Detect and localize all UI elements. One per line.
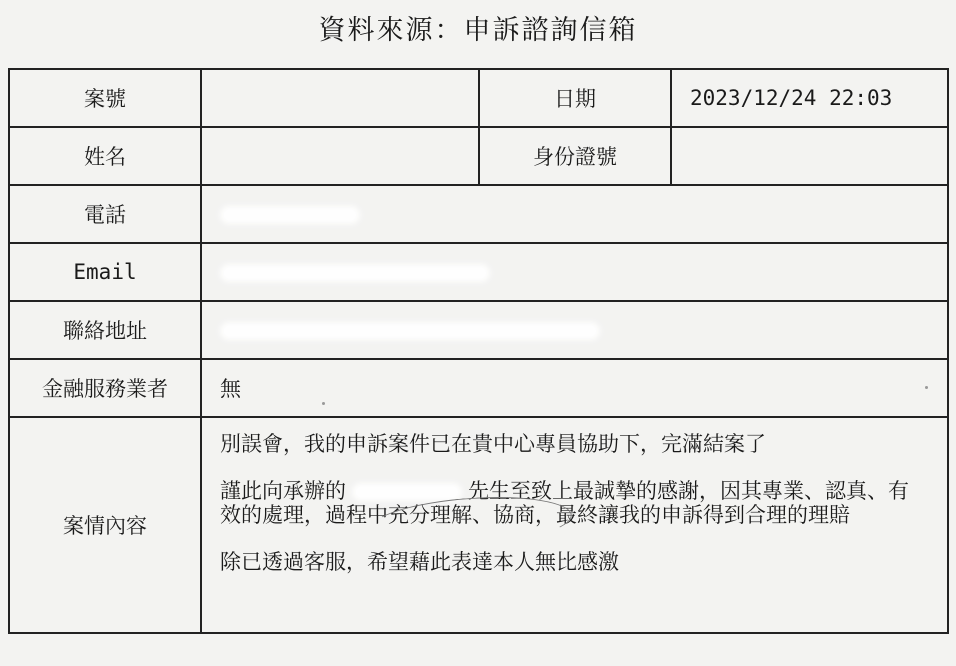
case-no-value bbox=[201, 69, 479, 127]
address-label: 聯絡地址 bbox=[9, 301, 201, 359]
email-value-redacted bbox=[201, 243, 948, 301]
name-value bbox=[201, 127, 479, 185]
institution-label: 金融服務業者 bbox=[9, 359, 201, 417]
phone-value-redacted bbox=[201, 185, 948, 243]
content-paragraph-3: 除已透過客服，希望藉此表達本人無比感激 bbox=[220, 550, 619, 574]
complaint-form bbox=[8, 68, 949, 634]
content-paragraph-2 bbox=[220, 479, 929, 527]
redaction-mark bbox=[352, 483, 462, 501]
redaction-mark bbox=[220, 322, 600, 340]
redaction-mark bbox=[220, 206, 360, 224]
content-label: 案情內容 bbox=[9, 417, 201, 633]
scan-speck bbox=[925, 386, 928, 389]
date-label: 日期 bbox=[479, 69, 671, 127]
content-paragraph-2-end: 先生至致上最誠摯的感謝，因其專業、認真、有效的處理，過程中充分理解、協商，最終讓我的申訴得到合理的理賠 bbox=[220, 479, 909, 527]
content-paragraph-2-start: 謹此向承辦的 bbox=[220, 479, 346, 503]
address-value-redacted bbox=[201, 301, 948, 359]
row-email bbox=[9, 243, 948, 301]
name-label: 姓名 bbox=[9, 127, 201, 185]
case-no-label: 案號 bbox=[9, 69, 201, 127]
email-label: Email bbox=[9, 243, 201, 301]
row-address bbox=[9, 301, 948, 359]
row-phone bbox=[9, 185, 948, 243]
content-paragraph-1: 別誤會，我的申訴案件已在貴中心專員協助下，完滿結案了 bbox=[220, 432, 766, 456]
scan-speck bbox=[322, 402, 325, 405]
date-value: 2023/12/24 22:03 bbox=[671, 69, 948, 127]
redaction-mark bbox=[220, 264, 490, 282]
content-text bbox=[201, 417, 948, 633]
row-name-id bbox=[9, 127, 948, 185]
row-case-date bbox=[9, 69, 948, 127]
institution-value: 無 bbox=[201, 359, 948, 417]
phone-label: 電話 bbox=[9, 185, 201, 243]
id-value bbox=[671, 127, 948, 185]
document-title: 資料來源：申訴諮詢信箱 bbox=[318, 15, 638, 46]
id-label: 身份證號 bbox=[479, 127, 671, 185]
row-institution bbox=[9, 359, 948, 417]
